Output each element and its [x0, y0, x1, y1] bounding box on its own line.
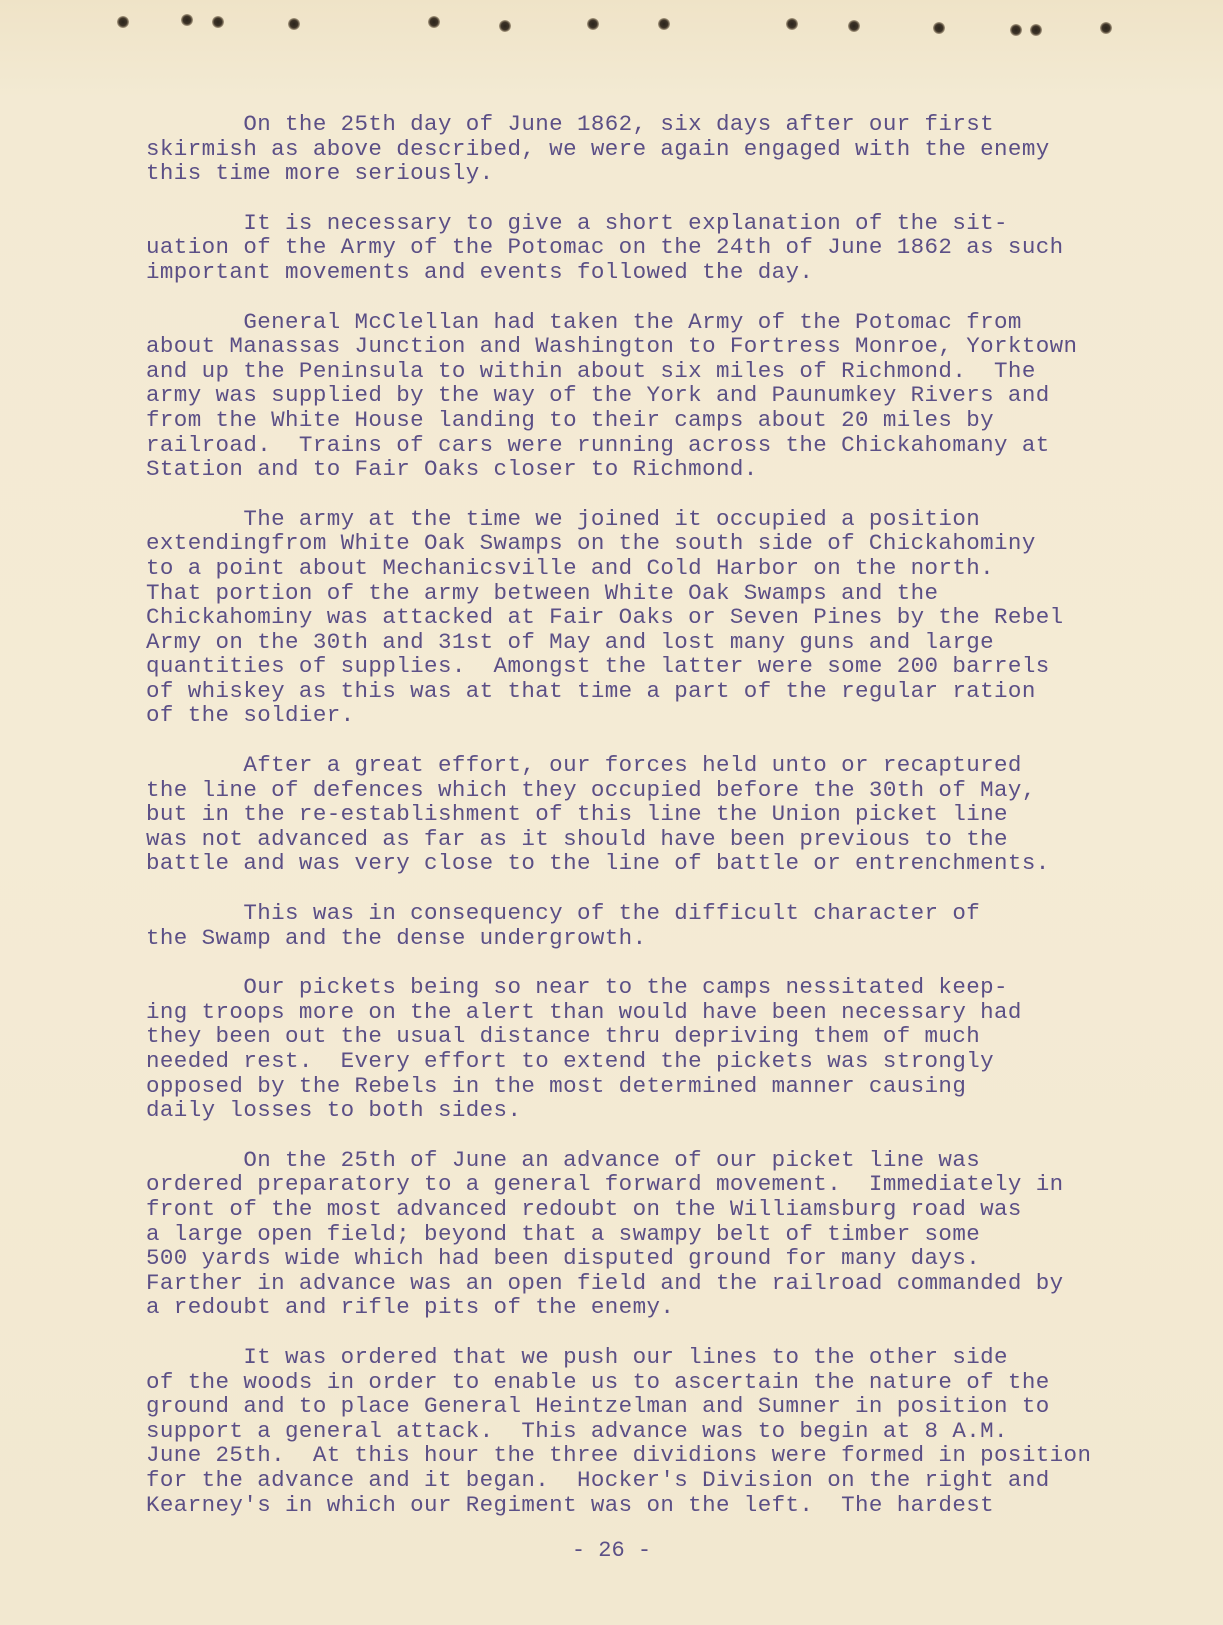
text-line: railroad. Trains of cars were running across the Chickahomany at	[146, 431, 1050, 458]
text-line: the line of defences which they occupied before the 30th of May,	[146, 776, 1036, 803]
text-line: Our pickets being so near to the camps nessitated keep-	[146, 974, 1008, 1001]
text-line: It is necessary to give a short explanation of the sit-	[146, 209, 1008, 236]
binding-hole-mark	[1030, 24, 1042, 36]
text-line: support a general attack. This advance was to begin at 8 A.M.	[146, 1417, 1008, 1444]
text-line: Army on the 30th and 31st of May and lost many guns and large	[146, 628, 995, 655]
text-line: of the woods in order to enable us to ascertain the nature of the	[146, 1368, 1050, 1395]
text-line: a redoubt and rifle pits of the enemy.	[146, 1294, 675, 1321]
typed-body-text	[146, 112, 1146, 1542]
text-line: Kearney's in which our Regiment was on the left. The hardest	[146, 1491, 995, 1518]
text-line: daily losses to both sides.	[146, 1097, 522, 1124]
text-line: extendingfrom White Oak Swamps on the south side of Chickahominy	[146, 530, 1036, 557]
text-line: ground and to place General Heintzelman and Sumner in position to	[146, 1393, 1050, 1420]
text-line: opposed by the Rebels in the most determined manner causing	[146, 1072, 967, 1099]
binding-hole-mark	[117, 16, 129, 28]
text-line: ing troops more on the alert than would have been necessary had	[146, 998, 1022, 1025]
paragraph	[146, 112, 1146, 186]
paragraph	[146, 975, 1146, 1123]
text-line: but in the re-establishment of this line the Union picket line	[146, 801, 1008, 828]
paragraph	[146, 753, 1146, 876]
binding-hole-mark	[288, 18, 300, 30]
text-line: of the soldier.	[146, 702, 355, 729]
text-line: This was in consequency of the difficult character of	[146, 900, 981, 927]
binding-hole-mark	[658, 18, 670, 30]
text-line: General McClellan had taken the Army of the Potomac from	[146, 308, 1022, 335]
text-line: battle and was very close to the line of battle or entrenchments.	[146, 850, 1050, 877]
binding-hole-mark	[786, 18, 798, 30]
text-line: Station and to Fair Oaks closer to Richmond.	[146, 456, 758, 483]
text-line: important movements and events followed the day.	[146, 258, 814, 285]
text-line: was not advanced as far as it should have been previous to the	[146, 825, 1008, 852]
text-line: of whiskey as this was at that time a part of the regular ration	[146, 677, 1036, 704]
text-line: On the 25th day of June 1862, six days after our first	[146, 111, 995, 137]
text-line: The army at the time we joined it occupied a position	[146, 505, 981, 532]
binding-hole-mark	[212, 16, 224, 28]
text-line: this time more seriously.	[146, 160, 494, 187]
paragraph	[146, 507, 1146, 728]
binding-hole-mark	[587, 18, 599, 30]
text-line: On the 25th of June an advance of our picket line was	[146, 1146, 981, 1173]
text-line: they been out the usual distance thru depriving them of much	[146, 1023, 981, 1050]
paragraph	[146, 1148, 1146, 1320]
binding-hole-mark	[499, 20, 511, 32]
binding-hole-mark	[181, 14, 193, 26]
paragraph	[146, 211, 1146, 285]
text-line: After a great effort, our forces held unto or recaptured	[146, 752, 1022, 779]
text-line: 500 yards wide which had been disputed ground for many days.	[146, 1245, 981, 1272]
text-line: ordered preparatory to a general forward movement. Immediately in	[146, 1171, 1064, 1198]
binding-hole-mark	[1010, 24, 1022, 36]
text-line: for the advance and it began. Hocker's Division on the right and	[146, 1466, 1050, 1493]
binding-holes	[0, 10, 1223, 50]
paragraph	[146, 901, 1146, 950]
text-line: It was ordered that we push our lines to the other side	[146, 1343, 1008, 1370]
paragraph	[146, 1345, 1146, 1517]
text-line: needed rest. Every effort to extend the pickets was strongly	[146, 1048, 995, 1074]
binding-hole-mark	[428, 16, 440, 28]
binding-hole-mark	[848, 20, 860, 32]
text-line: a large open field; beyond that a swampy belt of timber some	[146, 1220, 981, 1247]
text-line: uation of the Army of the Potomac on the 24th of June 1862 as such	[146, 234, 1064, 261]
text-line: about Manassas Junction and Washington to Fortress Monroe, Yorktown	[146, 333, 1078, 360]
text-line: army was supplied by the way of the York and Paunumkey Rivers and	[146, 382, 1050, 409]
text-line: Chickahominy was attacked at Fair Oaks or Seven Pines by the Rebel	[146, 604, 1064, 631]
paragraph	[146, 310, 1146, 482]
text-line: quantities of supplies. Amongst the latter were some 200 barrels	[146, 653, 1050, 680]
text-line: That portion of the army between White Oak Swamps and the	[146, 579, 939, 606]
text-line: June 25th. At this hour the three dividions were formed in position	[146, 1442, 1092, 1469]
text-line: and up the Peninsula to within about six miles of Richmond. The	[146, 357, 1036, 384]
binding-hole-mark	[933, 22, 945, 34]
text-line: from the White House landing to their camps about 20 miles by	[146, 406, 995, 433]
text-line: to a point about Mechanicsville and Cold Harbor on the north.	[146, 554, 995, 581]
text-line: skirmish as above described, we were again engaged with the enemy	[146, 135, 1050, 162]
binding-hole-mark	[1100, 22, 1112, 34]
text-line: the Swamp and the dense undergrowth.	[146, 924, 647, 951]
page-number: - 26 -	[571, 1538, 652, 1563]
text-line: front of the most advanced redoubt on the Williamsburg road was	[146, 1195, 1022, 1222]
text-line: Farther in advance was an open field and the railroad commanded by	[146, 1269, 1064, 1296]
